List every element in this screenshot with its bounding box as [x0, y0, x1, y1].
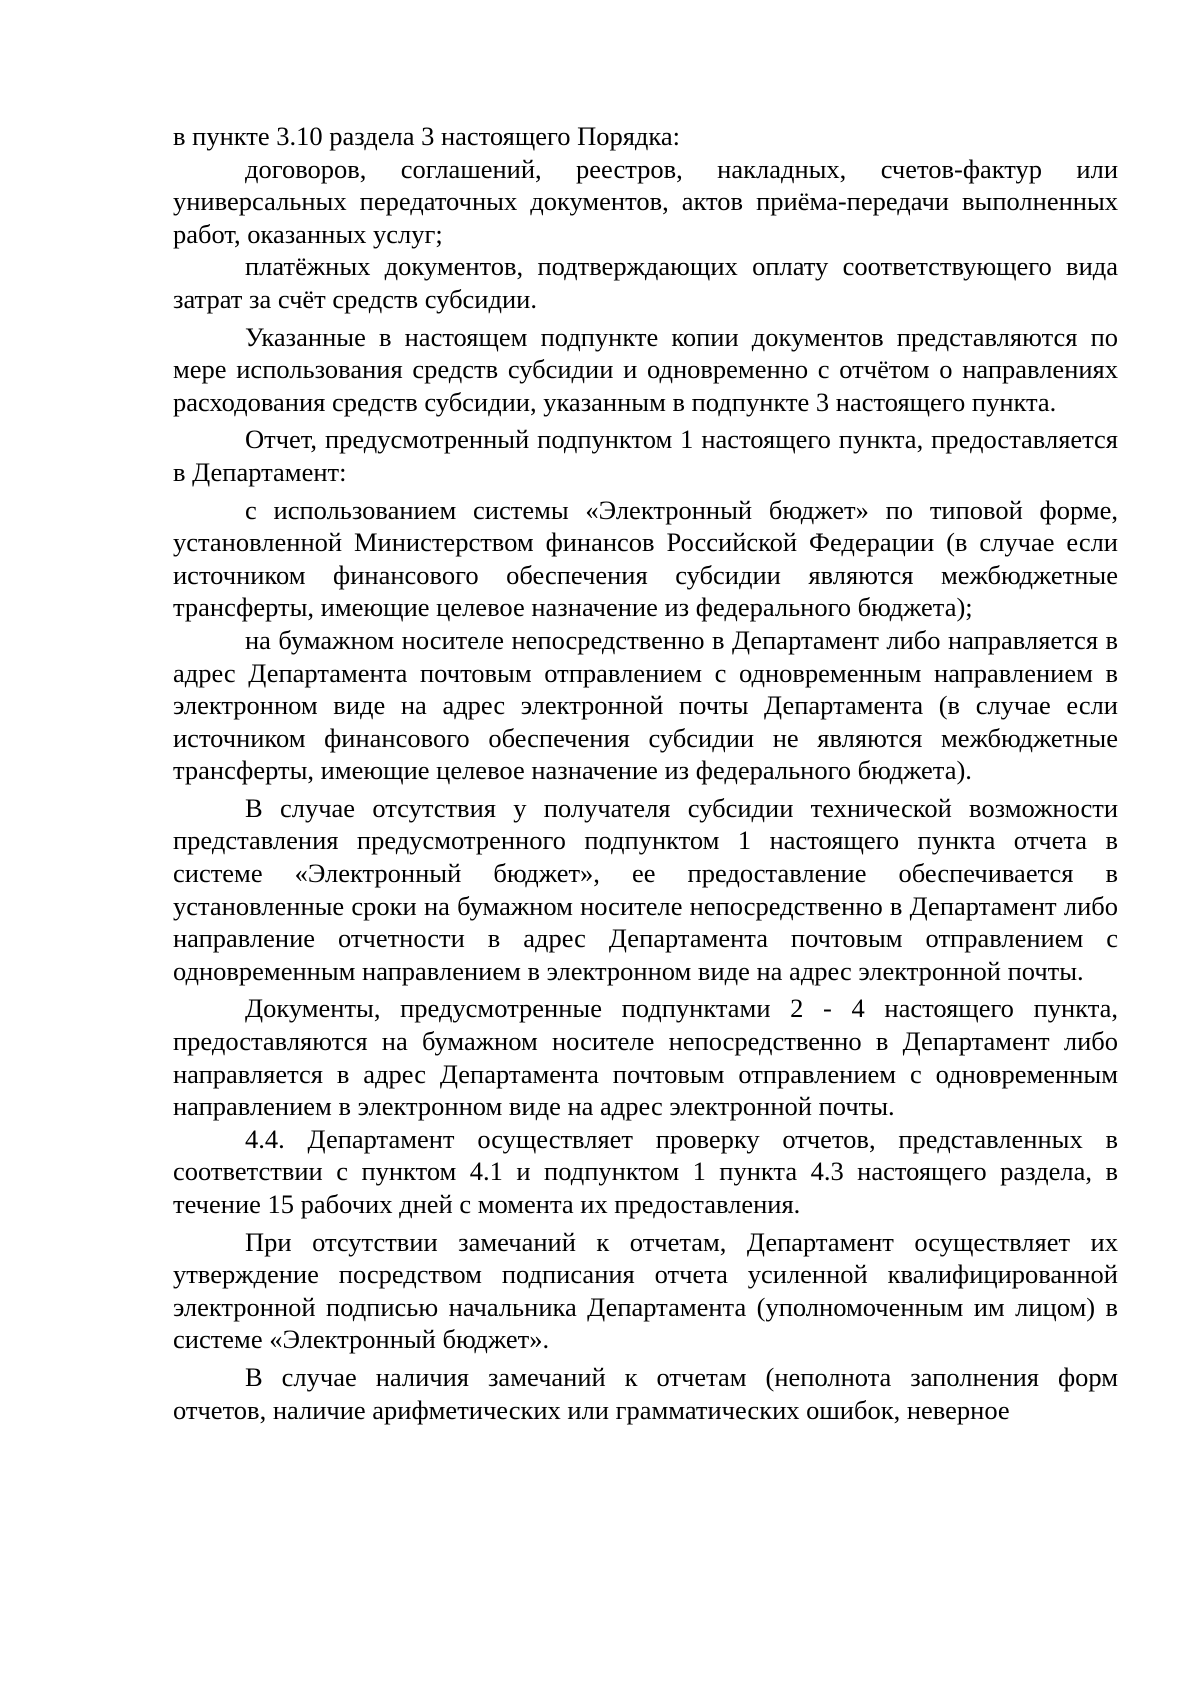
paragraph-12: В случае наличия замечаний к отчетам (неполнота заполнения форм отчетов, наличие арифметических или грамматических ошибок, неверное: [173, 1361, 1118, 1425]
paragraph-4: Указанные в настоящем подпункте копии документов представляются по мере использования средств субсидии и одновременно с отчётом о направлениях расходования средств субсидии, указанным в подпункте 3 настоящего пункта.: [173, 321, 1118, 417]
paragraph-3: платёжных документов, подтверждающих оплату соответствующего вида затрат за счёт средств субсидии.: [173, 251, 1118, 314]
paragraph-1: в пункте 3.10 раздела 3 настоящего Порядка:: [173, 121, 681, 151]
paragraph-7: на бумажном носителе непосредственно в Департамент либо направляется в адрес Департамента почтовым отправлением с одновременным направлением в электронном виде на адрес электронной почты Департамента (в случае если источником финансового обеспечения субсидии не являются межбюджетные трансферты, имеющие целевое назначение из федерального бюджета).: [173, 624, 1118, 786]
paragraph-11: При отсутствии замечаний к отчетам, Департамент осуществляет их утверждение посредством подписания отчета усиленной квалифицированной электронной подписью начальника Департамента (уполномоченным им лицом) в системе «Электронный бюджет».: [173, 1226, 1118, 1355]
paragraph-6: с использованием системы «Электронный бюджет» по типовой форме, установленной Министерством финансов Российской Федерации (в случае если источником финансового обеспечения субсидии являются межбюджетные трансферты, имеющие целевое назначение из федерального бюджета);: [173, 494, 1118, 623]
paragraph-9: Документы, предусмотренные подпунктами 2 - 4 настоящего пункта, предоставляются на бумажном носителе непосредственно в Департамент либо направляется в адрес Департамента почтовым отправлением с одновременным направлением в электронном виде на адрес электронной почты.: [173, 993, 1118, 1122]
paragraph-10: 4.4. Департамент осуществляет проверку отчетов, представленных в соответствии с пунктом 4.1 и подпунктом 1 пункта 4.3 настоящего раздела, в течение 15 рабочих дней с момента их предоставления.: [173, 1123, 1118, 1219]
document-body: [173, 120, 1118, 1426]
paragraph-8: В случае отсутствия у получателя субсидии технической возможности представления предусмотренного подпунктом 1 настоящего пункта отчета в системе «Электронный бюджет», ее предоставление обеспечивается в установленные сроки на бумажном носителе непосредственно в Департамент либо направление отчетности в адрес Департамента почтовым отправлением с одновременным направлением в электронном виде на адрес электронной почты.: [173, 792, 1118, 986]
paragraph-2: договоров, соглашений, реестров, накладных, счетов-фактур или универсальных передаточных документов, актов приёма-передачи выполненных работ, оказанных услуг;: [173, 153, 1118, 249]
paragraph-5: Отчет, предусмотренный подпунктом 1 настоящего пункта, предоставляется в Департамент:: [173, 424, 1118, 487]
